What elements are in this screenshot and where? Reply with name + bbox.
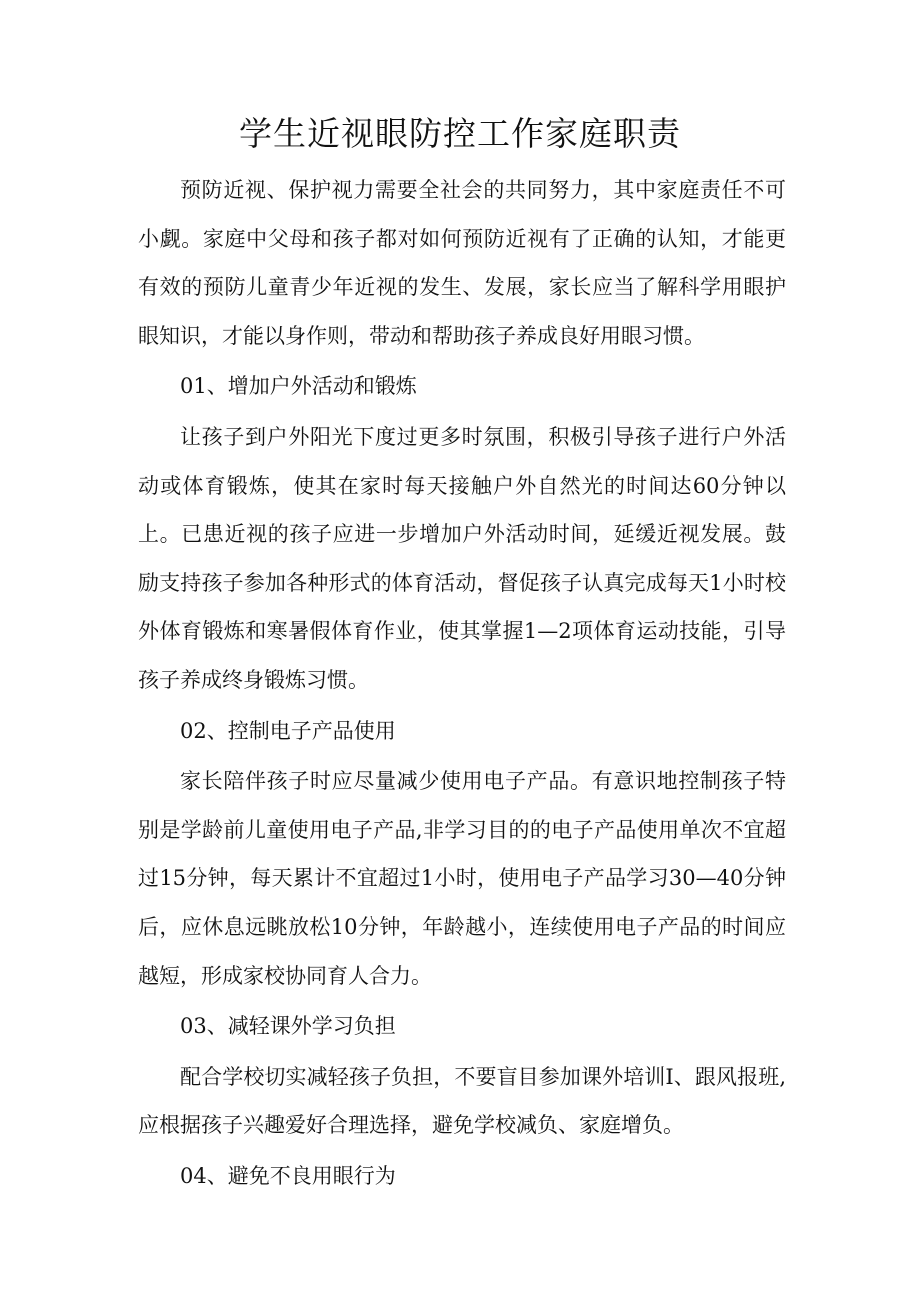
section-text-study-burden: 配合学校切实减轻孩子负担，不要盲目参加课外培训I、跟风报班,应根据孩子兴趣爱好合理选择，避免学校减负、家庭增负。	[138, 1064, 786, 1138]
section-heading-study-burden: 03、减轻课外学习负担	[180, 1014, 396, 1039]
document-body	[138, 166, 786, 1202]
section-heading-eye-habits: 04、避免不良用眼行为	[180, 1163, 396, 1188]
section-text-electronic-devices: 家长陪伴孩子时应尽量减少使用电子产品。有意识地控制孩子特别是学龄前儿童使用电子产品,非学习目的的电子产品使用单次不宜超过15分钟，每天累计不宜超过1小时，使用电子产品学习30—40分钟后，应休息远眺放松10分钟，年龄越小，连续使用电子产品的时间应越短，形成家校协同育人合力。	[138, 769, 786, 988]
intro-paragraph: 预防近视、保护视力需要全社会的共同努力，其中家庭责任不可小觑。家庭中父母和孩子都对如何预防近视有了正确的认知，才能更有效的预防儿童青少年近视的发生、发展，家长应当了解科学用眼护眼知识，才能以身作则，带动和帮助孩子养成良好用眼习惯。	[138, 178, 786, 348]
section-text-outdoor-activity: 让孩子到户外阳光下度过更多时氛围，积极引导孩子进行户外活动或体育锻炼，使其在家时每天接触户外自然光的时间达60分钟以上。已患近视的孩子应进一步增加户外活动时间，延缓近视发展。鼓励支持孩子参加各种形式的体育活动，督促孩子认真完成每天1小时校外体育锻炼和寒暑假体育作业，使其掌握1—2项体育运动技能，引导孩子养成终身锻炼习惯。	[138, 424, 786, 692]
document-title: 学生近视眼防控工作家庭职责	[239, 114, 681, 153]
section-heading-outdoor-activity: 01、增加户外活动和锻炼	[180, 374, 417, 399]
section-heading-electronic-devices: 02、控制电子产品使用	[180, 718, 396, 743]
